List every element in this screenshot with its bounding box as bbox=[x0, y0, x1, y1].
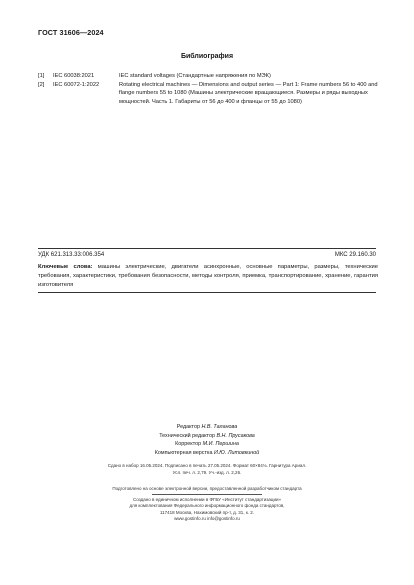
credit-line bbox=[0, 432, 414, 441]
divider bbox=[38, 248, 376, 249]
credit-role: Корректор bbox=[175, 441, 202, 448]
mks-code: МКС 29.160.30 bbox=[334, 252, 376, 258]
item-number: [2] bbox=[38, 81, 45, 88]
credit-line bbox=[0, 440, 414, 449]
bibliography-title: Библиография bbox=[180, 53, 234, 60]
credit-role: Компьютерная верстка bbox=[154, 449, 213, 456]
item-title: IEC standard voltages (Стандартные напряжения по МЭК) bbox=[119, 73, 271, 79]
credit-line bbox=[0, 423, 414, 432]
publication-info bbox=[0, 462, 414, 476]
credit-role: Редактор bbox=[176, 424, 200, 430]
item-title: Rotating electrical machines — Dimensions and output series — Part 1: Frame numbers 56 to 400 and flange numbers 55 to 1080 (Машины электрические вращающиеся. Размеры и ряды выходных мощностей. Часть 1. Габариты от 56 до 400 и фланцы от 55 до 1080) bbox=[119, 81, 378, 105]
publisher-line: Создано в единичном исполнении в ФГБУ «Институт стандартизации» bbox=[132, 497, 282, 502]
keywords-label: Ключевые слова: bbox=[38, 264, 93, 270]
credit-line bbox=[0, 449, 414, 458]
credit-name: И.Ю. Литовкиной bbox=[213, 449, 260, 456]
udk-code: УДК 621.313.33:006.354 bbox=[38, 252, 105, 258]
credit-name: М.И. Першина bbox=[202, 441, 239, 448]
credit-name: Н.В. Таланова bbox=[201, 424, 238, 430]
item-code: IEC 60072-1:2022 bbox=[53, 81, 100, 88]
item-code: IEC 60038:2021 bbox=[53, 73, 95, 79]
publisher-line: для комплектования Федерального информационного фонда стандартов, bbox=[129, 503, 285, 509]
divider bbox=[38, 292, 376, 293]
credit-role: Технический редактор bbox=[159, 432, 215, 439]
publisher-block bbox=[0, 497, 414, 523]
publisher-contacts: www.gostinfo.ru info@gostinfo.ru bbox=[174, 516, 240, 522]
credit-name: В.Н. Прусакова bbox=[216, 432, 255, 439]
item-number: [1] bbox=[38, 73, 45, 79]
keywords-text: машины электрические, двигатели асинхронные, основные параметры, размеры, технические требования, характеристики, требования безопасности, методы контроля, приемка, транспортирование, хранение, гарантия изготовителя bbox=[38, 264, 378, 288]
credits-block bbox=[0, 423, 414, 457]
keywords-paragraph bbox=[38, 263, 378, 289]
publication-line: Сдано в набор 16.05.2024. Подписано в печать 27.05.2024. Формат 60×84⅛. Гарнитура Ариал. bbox=[107, 463, 307, 468]
bibliography-list bbox=[38, 72, 378, 106]
bibliography-item bbox=[38, 72, 378, 81]
bibliography-item bbox=[38, 81, 378, 107]
divider bbox=[152, 494, 262, 495]
classification-row bbox=[38, 252, 376, 258]
standard-number: ГОСТ 31606—2024 bbox=[38, 28, 104, 37]
publication-line: Усл. печ. л. 2,79. Уч.-изд. л. 2,26. bbox=[172, 470, 242, 475]
source-note: Подготовлено на основе электронной версии, предоставленной разработчиком стандарта bbox=[112, 486, 302, 491]
publisher-line: 117418 Москва, Нахимовский пр-т, д. 31, к. 2. bbox=[159, 509, 255, 515]
